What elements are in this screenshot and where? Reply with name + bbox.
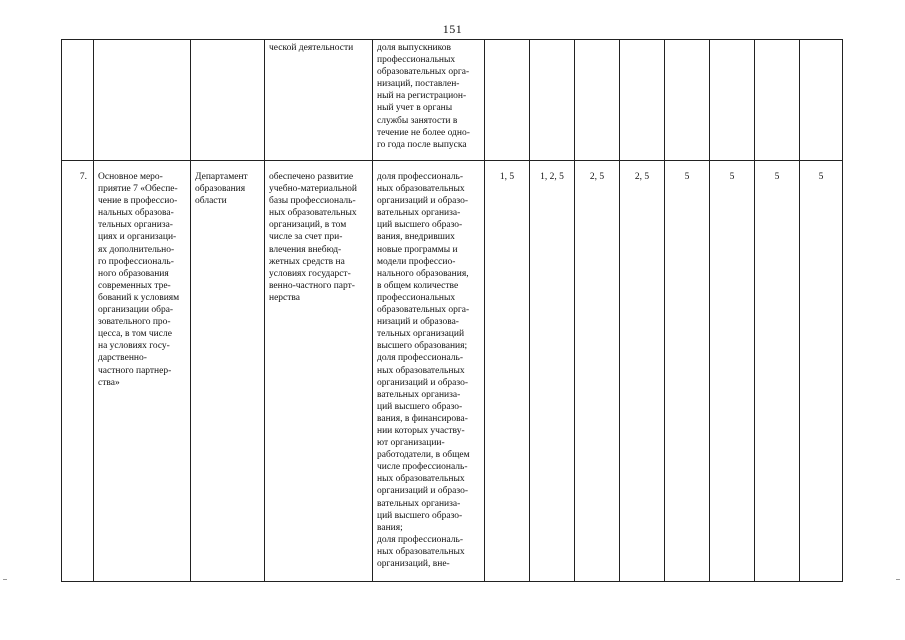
result-cell: обеспечено развитие учебно-материальной базы профессиональ- ных образовательных организаций, в том числе за счет при- влечения внебюд- жетных средств на условиях государст- венно-частного парт- нерства <box>265 161 373 582</box>
result-cell: ческой деятельности <box>265 40 373 161</box>
value-cell <box>575 40 620 161</box>
value-cell <box>800 40 843 161</box>
value-cell: 2, 5 <box>575 161 620 582</box>
value-cell <box>620 40 665 161</box>
event-cell: Основное меро- приятие 7 «Обеспе- чение в профессио- нальных образова- тельных организа- циях и организаци- ях дополнительно- го профессиональ- ного образования современных тре- бований к условиям организации обра- зовательного про- цесса, в том числе на условиях госу- дарственно- частного партнер- ства» <box>94 161 191 582</box>
value-cell: 5 <box>800 161 843 582</box>
value-cell: 1, 2, 5 <box>530 161 575 582</box>
program-table <box>61 39 843 582</box>
table-row-continued <box>62 40 843 161</box>
value-cell: 2, 5 <box>620 161 665 582</box>
executor-cell <box>191 40 265 161</box>
value-cell <box>485 40 530 161</box>
page-number: 151 <box>442 22 463 36</box>
row-index-cell <box>62 40 94 161</box>
value-cell: 1, 5 <box>485 161 530 582</box>
value-cell <box>530 40 575 161</box>
value-cell: 5 <box>665 161 710 582</box>
value-cell <box>665 40 710 161</box>
row-index-cell: 7. <box>62 161 94 582</box>
value-cell: 5 <box>710 161 755 582</box>
scan-edge-mark-left <box>3 579 7 580</box>
value-cell <box>710 40 755 161</box>
event-cell <box>94 40 191 161</box>
value-cell: 5 <box>755 161 800 582</box>
indicator-cell: доля профессиональ- ных образовательных организаций и образо- вательных организа- ций высшего образо- вания, внедривших новые программы и модели профессио- нального образования, в общем количестве профессиональных образовательных орга- низаций и образова- тельных организаций высшего образования; доля профессиональ- ных образовательных организаций и образо- вательных организа- ций высшего образо- вания, в финансирова- нии которых участву- ют организации- работодатели, в общем числе профессиональ- ных образовательных организаций и образо- вательных организа- ций высшего образо- вания; доля профессиональ- ных образовательных организаций, вне- <box>373 161 485 582</box>
indicator-cell: доля выпускников профессиональных образовательных орга- низаций, поставлен- ный на регистрацион- ный учет в органы службы занятости в течение не более одно- го года после выпуска <box>373 40 485 161</box>
value-cell <box>755 40 800 161</box>
scan-edge-mark-right <box>896 579 900 580</box>
table-row-7 <box>62 161 843 582</box>
executor-cell: Департамент образования области <box>191 161 265 582</box>
